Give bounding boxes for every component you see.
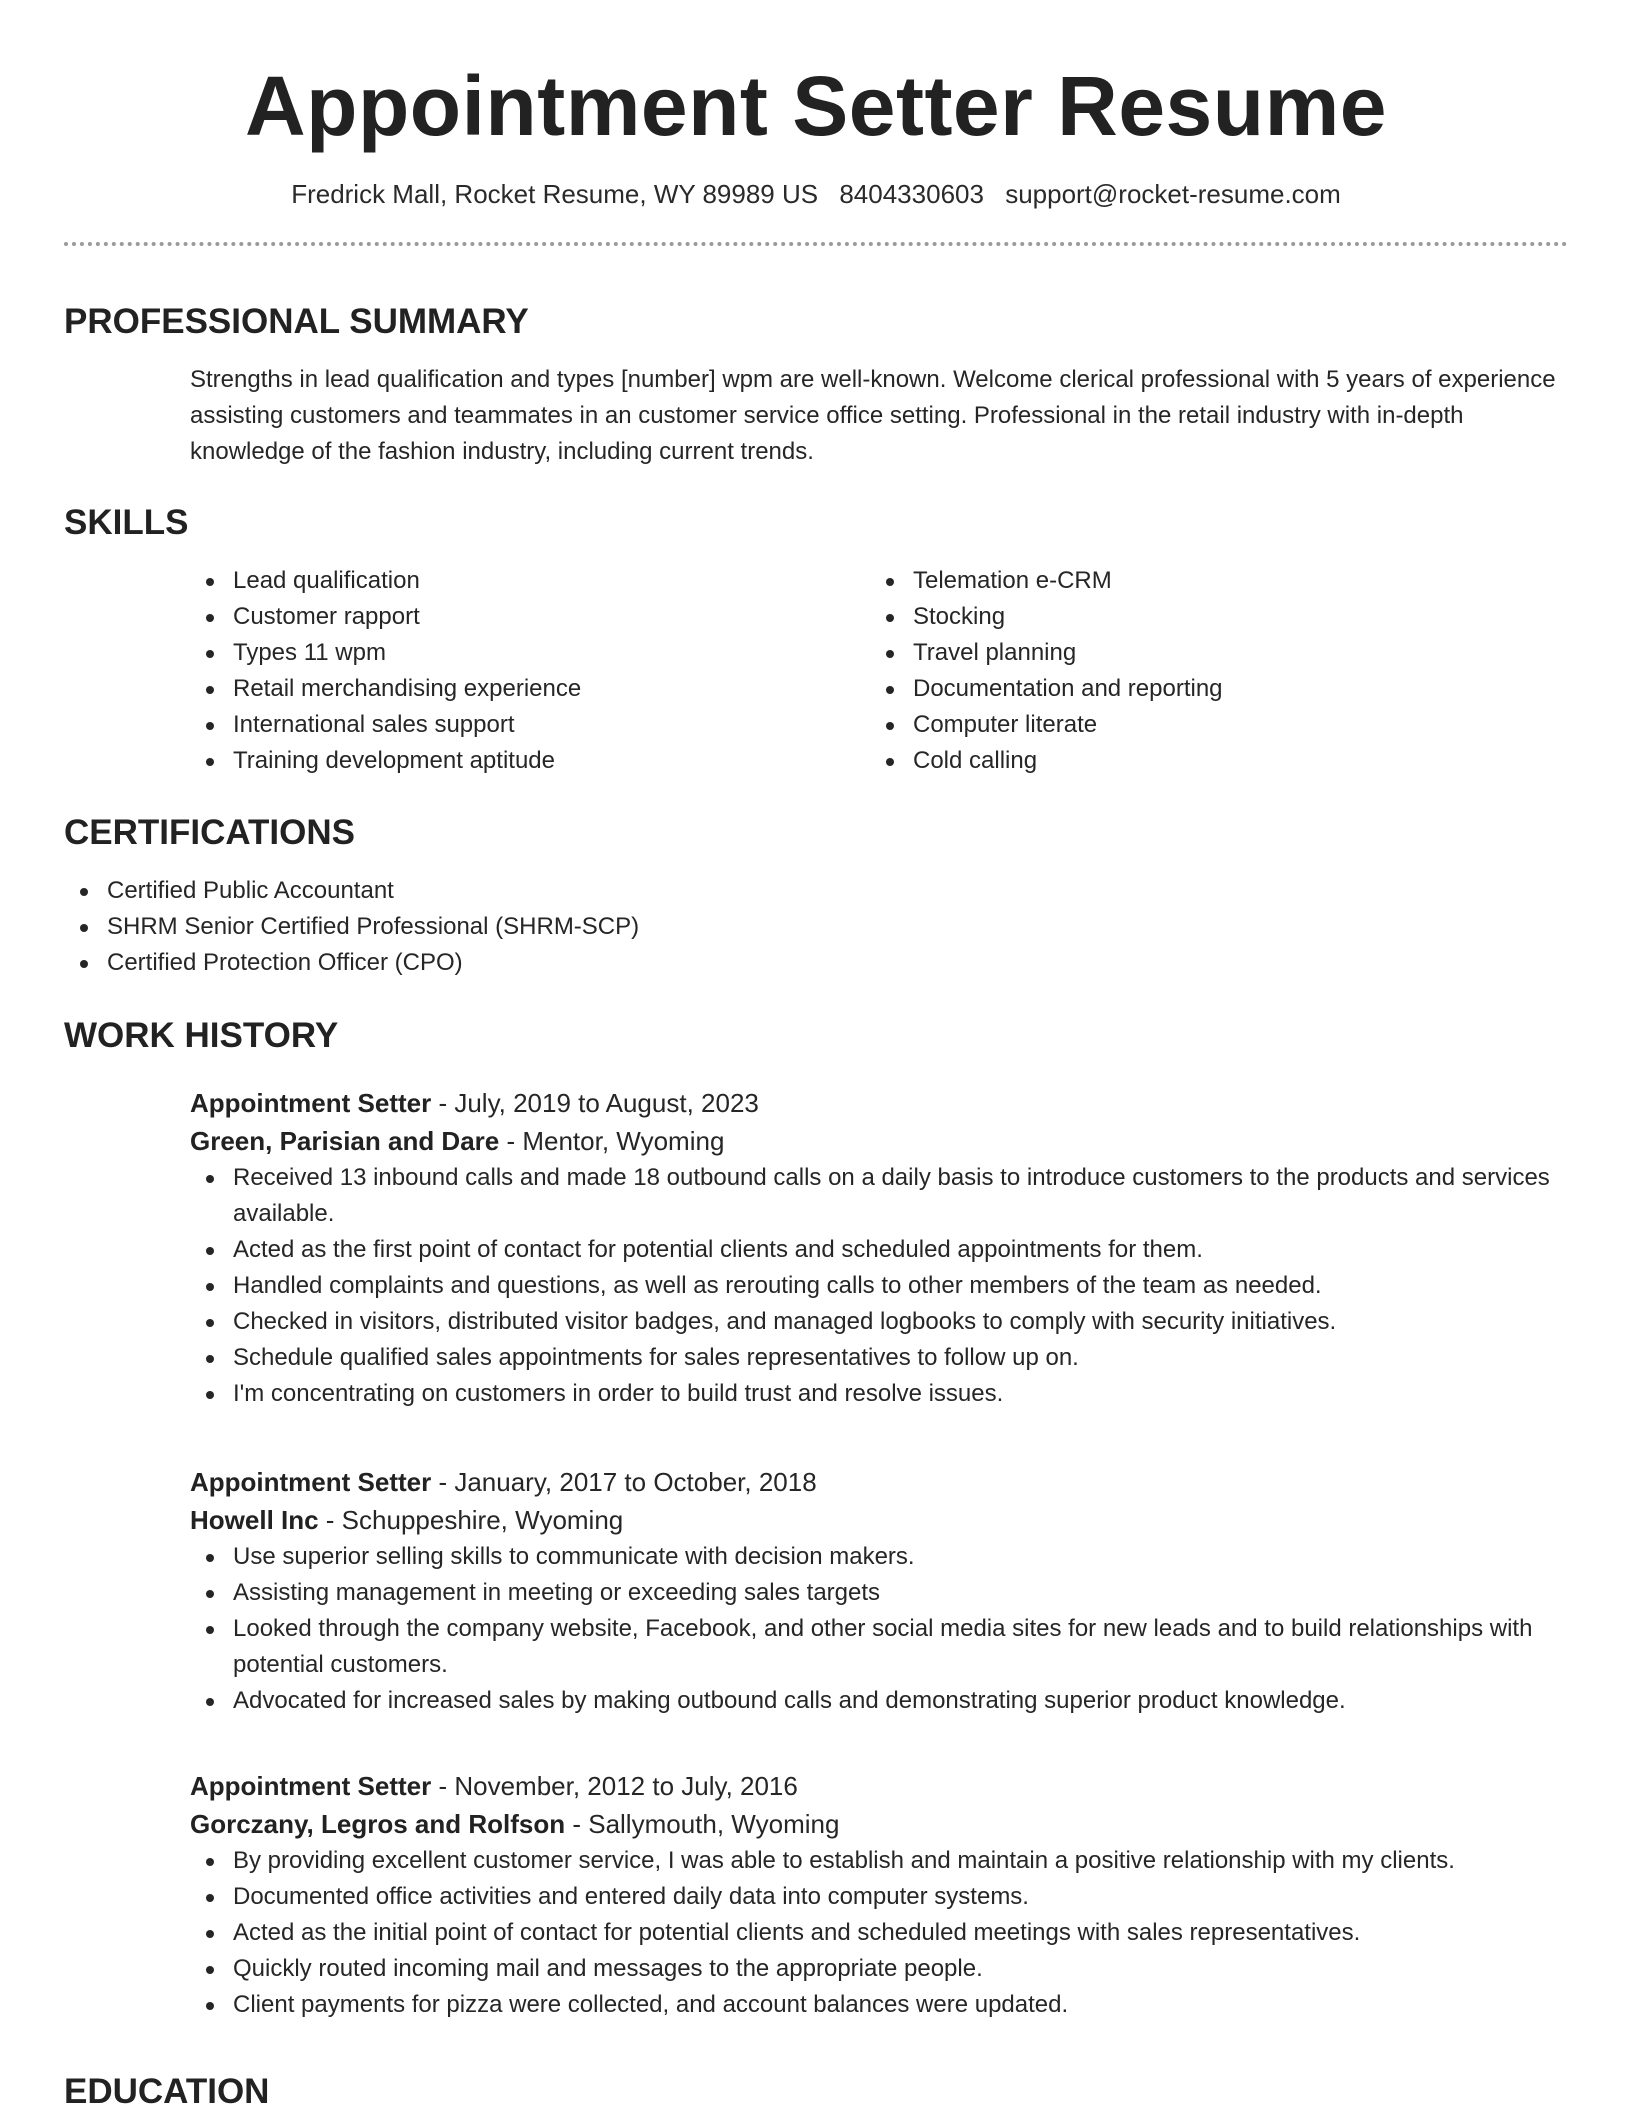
header-divider [64,242,1568,246]
certification-item: Certified Protection Officer (CPO) [64,945,1568,981]
job-bullet: Looked through the company website, Facebook, and other social media sites for new leads and to build relationships with potential customers. [190,1611,1568,1683]
contact-phone: 8404330603 [839,179,984,209]
job-bullet-list [190,1160,1568,1412]
resume-page [64,0,1568,2111]
skills-grid [190,563,1568,779]
contact-line [64,178,1568,210]
job-title: Appointment Setter [190,1088,432,1118]
job-bullet: Checked in visitors, distributed visitor badges, and managed logbooks to comply with security initiatives. [190,1304,1568,1340]
page-title: Appointment Setter Resume [245,59,1387,153]
skills-left-list [190,563,870,779]
skills-right-list [870,563,1550,779]
skill-item: Documentation and reporting [870,671,1550,707]
summary-section [64,300,1568,470]
certification-item: Certified Public Accountant [64,873,1568,909]
contact-address: Fredrick Mall, Rocket Resume, WY 89989 US [291,179,819,209]
certification-item: SHRM Senior Certified Professional (SHRM-SCP) [64,909,1568,945]
summary-text: Strengths in lead qualification and types [number] wpm are well-known. Welcome clerical professional with 5 years of experience assisting customers and teammates in an customer service office setting. Professional in the retail industry with in-depth knowledge of the fashion industry, including current trends. [190,366,1556,465]
job-bullet: Received 13 inbound calls and made 18 outbound calls on a daily basis to introduce customers to the products and services available. [190,1160,1568,1232]
job-bullet: Client payments for pizza were collected, and account balances were updated. [190,1987,1568,2023]
job-entry [190,1084,1568,1412]
skill-item: Training development aptitude [190,743,870,779]
certifications-section [64,811,1568,981]
job-bullet: Acted as the initial point of contact for potential clients and scheduled meetings with sales representatives. [190,1915,1568,1951]
job-company-line [190,1501,1568,1539]
job-entry [190,1767,1568,2023]
job-bullet: Assisting management in meeting or exceeding sales targets [190,1575,1568,1611]
job-title-line [190,1463,1568,1501]
job-bullet: Advocated for increased sales by making outbound calls and demonstrating superior product knowledge. [190,1683,1568,1719]
education-heading: EDUCATION [64,2072,270,2111]
skill-item: Retail merchandising experience [190,671,870,707]
skill-item: Travel planning [870,635,1550,671]
skill-item: Lead qualification [190,563,870,599]
job-bullet: Documented office activities and entered daily data into computer systems. [190,1879,1568,1915]
skill-item: Computer literate [870,707,1550,743]
job-title: Appointment Setter [190,1771,432,1801]
job-dates: - November, 2012 to July, 2016 [431,1771,798,1801]
job-bullet: Handled complaints and questions, as well as rerouting calls to other members of the team as needed. [190,1268,1568,1304]
job-company-line [190,1805,1568,1843]
certifications-heading: CERTIFICATIONS [64,813,356,852]
job-bullet: Use superior selling skills to communicate with decision makers. [190,1539,1568,1575]
contact-email: support@rocket-resume.com [1005,179,1341,209]
job-location: - Sallymouth, Wyoming [565,1809,840,1839]
job-company: Gorczany, Legros and Rolfson [190,1809,566,1839]
certifications-list [64,873,1568,981]
skill-item: Types 11 wpm [190,635,870,671]
education-section [64,2070,1568,2114]
job-location: - Schuppeshire, Wyoming [318,1505,624,1535]
job-dates: - July, 2019 to August, 2023 [431,1088,759,1118]
job-bullet: Quickly routed incoming mail and messages to the appropriate people. [190,1951,1568,1987]
job-company: Howell Inc [190,1505,319,1535]
job-bullet: By providing excellent customer service, I was able to establish and maintain a positive relationship with my clients. [190,1843,1568,1879]
job-company: Green, Parisian and Dare [190,1126,500,1156]
job-bullet: Schedule qualified sales appointments for sales representatives to follow up on. [190,1340,1568,1376]
job-dates: - January, 2017 to October, 2018 [431,1467,817,1497]
job-bullet: Acted as the first point of contact for potential clients and scheduled appointments for them. [190,1232,1568,1268]
skill-item: Stocking [870,599,1550,635]
skill-item: Customer rapport [190,599,870,635]
skills-section [64,501,1568,779]
work-history-heading: WORK HISTORY [64,1016,339,1055]
job-location: - Mentor, Wyoming [499,1126,725,1156]
job-bullet-list [190,1843,1568,2023]
summary-heading: PROFESSIONAL SUMMARY [64,302,529,341]
job-entry [190,1463,1568,1719]
job-title: Appointment Setter [190,1467,432,1497]
skills-heading: SKILLS [64,503,189,542]
job-title-line [190,1767,1568,1805]
job-company-line [190,1122,1568,1160]
work-history-section [64,1014,1568,1058]
job-bullet-list [190,1539,1568,1719]
job-title-line [190,1084,1568,1122]
skill-item: International sales support [190,707,870,743]
job-bullet: I'm concentrating on customers in order to build trust and resolve issues. [190,1376,1568,1412]
skill-item: Telemation e-CRM [870,563,1550,599]
skill-item: Cold calling [870,743,1550,779]
